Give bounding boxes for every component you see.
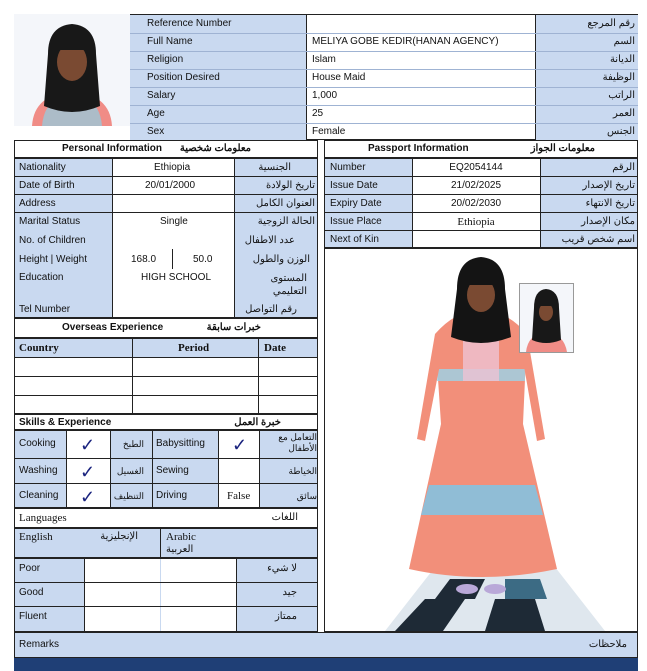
lang-english-label-ar: الإنجليزية — [100, 531, 138, 542]
passport-label-2: Expiry Date — [330, 198, 382, 209]
skill-left-label-1: Washing — [19, 464, 58, 476]
height-weight-label-ar: الوزن والطول — [252, 254, 310, 265]
education-label: Education — [19, 272, 64, 283]
header-value-2: Islam — [312, 54, 336, 65]
languages-title: Languages — [19, 512, 67, 524]
lang-english-label: English — [19, 531, 53, 543]
passport-label-ar-0: الرقم — [612, 162, 635, 173]
header-label-ar-6: الجنس — [606, 126, 635, 137]
header-label-ar-0: رقم المرجع — [587, 18, 635, 29]
skill-left-check-2: ✓ — [80, 486, 96, 507]
passport-value-1: 21/02/2025 — [450, 180, 502, 191]
passport-label-4: Next of Kin — [330, 234, 379, 245]
header-value-6: Female — [312, 126, 346, 137]
skill-left-label-2: Cleaning — [19, 489, 59, 501]
portrait-photo — [14, 14, 130, 126]
passport-info-title-ar: معلومات الجواز — [530, 143, 595, 154]
lang-level-poor: Poor — [19, 563, 41, 574]
skill-right-check-0: ✓ — [232, 435, 248, 455]
children-label-ar: عدد الاطفال — [244, 235, 295, 246]
header-label-2: Religion — [147, 54, 184, 65]
skill-left-label-ar-0: الطبخ — [122, 439, 144, 449]
weight-value: 50.0 — [193, 254, 213, 265]
passport-label-ar-4: اسم شخص قريب — [561, 234, 635, 245]
skill-right-value-2: False — [227, 489, 251, 502]
nationality-value: Ethiopia — [154, 162, 191, 173]
remarks-label-ar: ملاحظات — [588, 639, 627, 650]
passport-label-1: Issue Date — [330, 180, 378, 191]
marital-status-value: Single — [160, 216, 188, 227]
education-value: HIGH SCHOOL — [141, 272, 212, 283]
remarks-label: Remarks — [19, 639, 60, 650]
skill-right-label-0: Babysitting — [156, 438, 205, 449]
skill-left-label-ar-1: الغسيل — [116, 465, 144, 476]
children-label: No. of Children — [19, 235, 86, 246]
passport-value-3: Ethiopia — [457, 216, 495, 228]
header-label-3: Position Desired — [147, 72, 220, 83]
header-label-0: Reference Number — [147, 18, 232, 29]
passport-label-0: Number — [330, 162, 366, 173]
header-label-ar-4: الراتب — [608, 90, 635, 101]
overseas-title: Overseas Experience — [62, 322, 164, 333]
header-value-4: 1,000 — [312, 90, 338, 101]
lang-level-fluent: Fluent — [19, 611, 47, 622]
dob-label-ar: تاريخ الولادة — [265, 180, 315, 191]
dob-value: 20/01/2000 — [145, 180, 196, 191]
skills-title: Skills & Experience — [19, 417, 112, 428]
full-body-photo — [324, 248, 638, 632]
education-label-ar: المستوى التعليمي — [270, 273, 307, 297]
skill-right-label-ar-1: الخياطة — [288, 465, 317, 476]
header-value-3: House Maid — [312, 72, 366, 83]
address-label-ar: العنوان الكامل — [255, 198, 315, 209]
address-label: Address — [19, 198, 56, 209]
header-label-6: Sex — [147, 126, 165, 137]
header-label-ar-2: الديانة — [609, 54, 635, 65]
header-label-ar-1: السم — [613, 36, 635, 47]
passport-label-3: Issue Place — [330, 216, 382, 227]
passport-label-ar-1: تاريخ الإصدار — [582, 180, 635, 191]
passport-label-ar-2: تاريخ الانتهاء — [585, 198, 635, 209]
header-label-ar-3: الوظيفة — [602, 72, 635, 83]
passport-label-ar-3: مكان الإصدار — [581, 216, 635, 227]
skills-title-ar: خبرة العمل — [234, 417, 281, 428]
passport-photo — [519, 283, 574, 353]
languages-title-ar: اللغات — [271, 512, 298, 523]
lang-level-good-ar: جيد — [282, 587, 297, 598]
overseas-title-ar: خبرات سابقة — [206, 322, 261, 333]
nationality-label: Nationality — [19, 162, 66, 173]
lang-arabic-label: Arabic — [166, 531, 196, 543]
marital-status-label: Marital Status — [19, 216, 81, 227]
overseas-col-period: Period — [178, 342, 210, 354]
passport-value-0: EQ2054144 — [449, 162, 503, 173]
skill-right-label-1: Sewing — [156, 464, 189, 476]
lang-arabic-label-ar: العربية — [166, 544, 194, 555]
skill-right-label-2: Driving — [156, 489, 188, 501]
header-label-5: Age — [147, 108, 165, 119]
passport-value-2: 20/02/2030 — [450, 198, 502, 209]
passport-info-title: Passport Information — [368, 143, 469, 154]
header-label-ar-5: العمر — [613, 108, 635, 119]
skill-right-label-ar-2: سائق — [296, 490, 317, 501]
marital-status-label-ar: الحالة الزوجية — [257, 216, 315, 227]
overseas-col-date: Date — [264, 342, 286, 354]
height-weight-label: Height | Weight — [19, 254, 88, 265]
lang-level-poor-ar: لا شيء — [267, 563, 297, 574]
skill-right-label-ar-0: التعامل مع الأطفال — [278, 432, 317, 453]
header-label-4: Salary — [147, 90, 176, 101]
skill-left-check-0: ✓ — [80, 435, 96, 455]
header-label-1: Full Name — [147, 36, 193, 47]
nationality-label-ar: الجنسية — [258, 162, 291, 173]
personal-info-title: Personal Information — [62, 143, 163, 154]
header-value-5: 25 — [312, 108, 324, 119]
lang-level-fluent-ar: ممتاز — [274, 611, 297, 622]
lang-level-good: Good — [19, 587, 44, 598]
height-value: 168.0 — [131, 254, 157, 265]
dob-label: Date of Birth — [19, 180, 75, 191]
personal-info-title-ar: معلومات شخصية — [179, 143, 251, 154]
tel-label: Tel Number — [19, 304, 71, 315]
skill-left-label-0: Cooking — [19, 438, 56, 449]
overseas-col-country: Country — [19, 342, 59, 354]
skill-left-label-ar-2: التنظيف — [113, 490, 144, 501]
skill-left-check-1: ✓ — [80, 461, 96, 482]
tel-label-ar: رقم التواصل — [245, 304, 297, 315]
header-value-1: MELIYA GOBE KEDIR(HANAN AGENCY) — [312, 36, 499, 47]
